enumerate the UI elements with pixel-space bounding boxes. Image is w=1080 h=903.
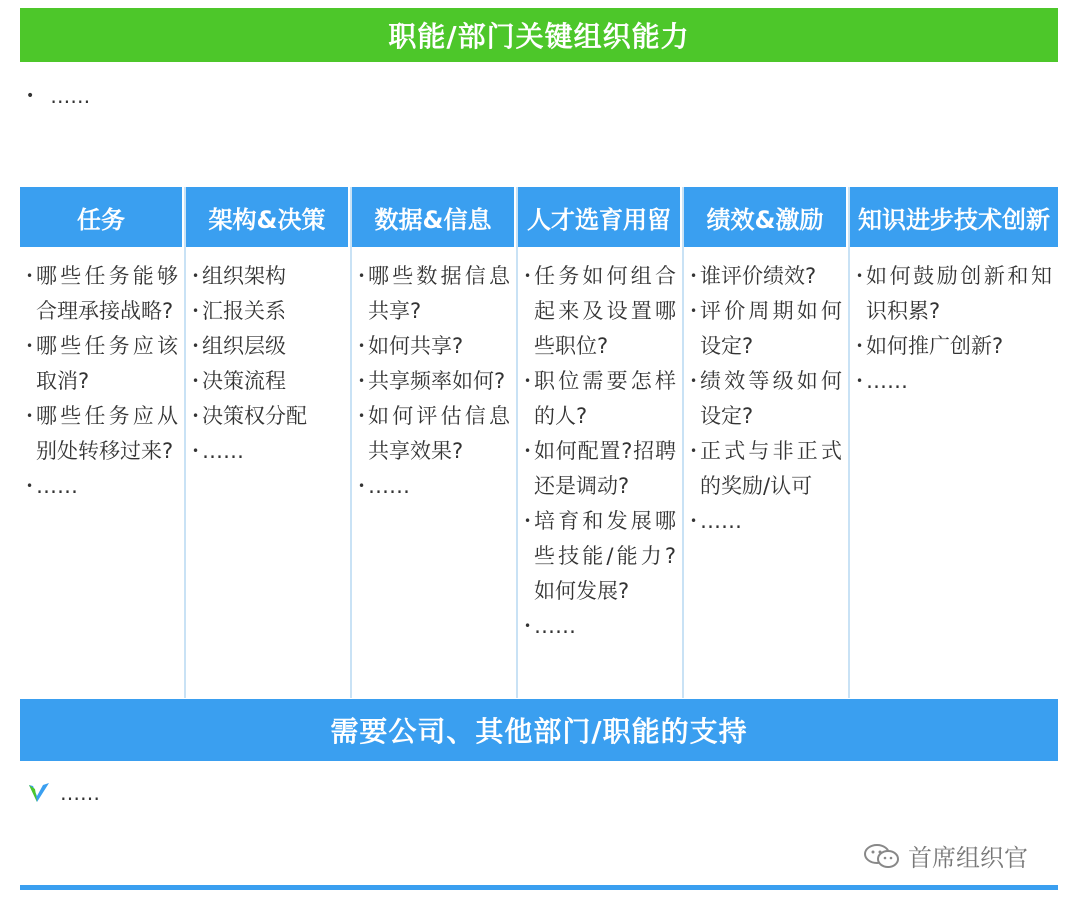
column-body xyxy=(186,247,350,469)
bullet-dot-icon: • xyxy=(358,409,366,423)
column-header: 绩效&激励 xyxy=(684,187,848,247)
watermark-text: 首席组织官 xyxy=(908,844,1028,872)
bullet-dot-icon: • xyxy=(192,339,200,353)
list-item: • 哪些任务应从别处转移过来? xyxy=(26,399,178,469)
top-note xyxy=(26,84,90,108)
column-header: 任务 xyxy=(20,187,184,247)
bullet-dot-icon: • xyxy=(690,304,698,318)
bullet-dot-icon: • xyxy=(856,269,864,283)
bullet-dot-icon: • xyxy=(26,269,34,283)
bullet-dot-icon: • xyxy=(690,374,698,388)
bullet-dot-icon: • xyxy=(26,88,35,104)
bottom-divider xyxy=(20,885,1058,890)
column-tasks xyxy=(20,187,186,698)
list-item: • 绩效等级如何设定? xyxy=(690,364,842,434)
column-body xyxy=(684,247,848,539)
bullet-dot-icon: • xyxy=(192,269,200,283)
wechat-icon xyxy=(862,842,902,870)
list-item: • 谁评价绩效? xyxy=(690,259,842,294)
page-title: 职能/部门关键组织能力 xyxy=(388,20,690,53)
bullet-dot-icon: • xyxy=(192,374,200,388)
bullet-dot-icon: • xyxy=(524,619,532,633)
column-performance xyxy=(684,187,850,698)
list-item: • 职位需要怎样的人? xyxy=(524,364,676,434)
bullet-dot-icon: • xyxy=(192,304,200,318)
column-body xyxy=(518,247,682,644)
bullet-dot-icon: • xyxy=(690,269,698,283)
list-item: • 决策流程 xyxy=(192,364,344,399)
checkmark-icon xyxy=(26,780,52,806)
list-item: • …… xyxy=(192,434,344,469)
list-item: • 如何评估信息共享效果? xyxy=(358,399,510,469)
column-header: 数据&信息 xyxy=(352,187,516,247)
bullet-dot-icon: • xyxy=(358,269,366,283)
bullet-dot-icon: • xyxy=(856,339,864,353)
list-item: • …… xyxy=(524,609,676,644)
bullet-dot-icon: • xyxy=(358,339,366,353)
bullet-dot-icon: • xyxy=(524,444,532,458)
support-banner xyxy=(20,699,1058,761)
list-item: • …… xyxy=(26,469,178,504)
list-item: • 哪些任务能够合理承接战略? xyxy=(26,259,178,329)
list-item: • 决策权分配 xyxy=(192,399,344,434)
column-body xyxy=(352,247,516,504)
list-item: • 评价周期如何设定? xyxy=(690,294,842,364)
bullet-dot-icon: • xyxy=(26,409,34,423)
list-item: • 如何共享? xyxy=(358,329,510,364)
list-item: • 培育和发展哪些技能/能力?如何发展? xyxy=(524,504,676,609)
column-innovation xyxy=(850,187,1058,698)
bullet-dot-icon: • xyxy=(524,374,532,388)
bullet-dot-icon: • xyxy=(856,374,864,388)
bullet-dot-icon: • xyxy=(524,269,532,283)
bullet-dot-icon: • xyxy=(26,339,34,353)
column-header: 架构&决策 xyxy=(186,187,350,247)
list-item: • 组织架构 xyxy=(192,259,344,294)
column-body xyxy=(850,247,1058,399)
list-item: • 如何推广创新? xyxy=(856,329,1052,364)
top-note-text: …… xyxy=(50,84,91,108)
bullet-dot-icon: • xyxy=(690,444,698,458)
list-item: • …… xyxy=(690,504,842,539)
list-item: • 汇报关系 xyxy=(192,294,344,329)
column-body xyxy=(20,247,184,504)
bullet-dot-icon: • xyxy=(192,409,200,423)
column-talent xyxy=(518,187,684,698)
support-note xyxy=(26,780,100,806)
column-header: 知识进步技术创新 xyxy=(850,187,1058,247)
list-item: • …… xyxy=(856,364,1052,399)
bullet-dot-icon: • xyxy=(358,374,366,388)
capability-table xyxy=(20,187,1058,698)
bullet-dot-icon: • xyxy=(26,479,34,493)
list-item: • 哪些数据信息共享? xyxy=(358,259,510,329)
support-title: 需要公司、其他部门/职能的支持 xyxy=(330,715,748,748)
list-item: • 任务如何组合起来及设置哪些职位? xyxy=(524,259,676,364)
column-header: 人才选育用留 xyxy=(518,187,682,247)
page-title-banner xyxy=(20,8,1058,62)
bullet-dot-icon: • xyxy=(524,514,532,528)
bullet-dot-icon: • xyxy=(192,444,200,458)
bullet-dot-icon: • xyxy=(358,479,366,493)
list-item: • 共享频率如何? xyxy=(358,364,510,399)
list-item: • …… xyxy=(358,469,510,504)
column-structure-decision xyxy=(186,187,352,698)
list-item: • 如何鼓励创新和知识积累? xyxy=(856,259,1052,329)
list-item: • 哪些任务应该取消? xyxy=(26,329,178,399)
list-item: • 组织层级 xyxy=(192,329,344,364)
column-data-info xyxy=(352,187,518,698)
list-item: • 正式与非正式的奖励/认可 xyxy=(690,434,842,504)
watermark xyxy=(862,838,1028,873)
list-item: • 如何配置?招聘还是调动? xyxy=(524,434,676,504)
bullet-dot-icon: • xyxy=(690,514,698,528)
support-note-text: …… xyxy=(60,781,100,805)
